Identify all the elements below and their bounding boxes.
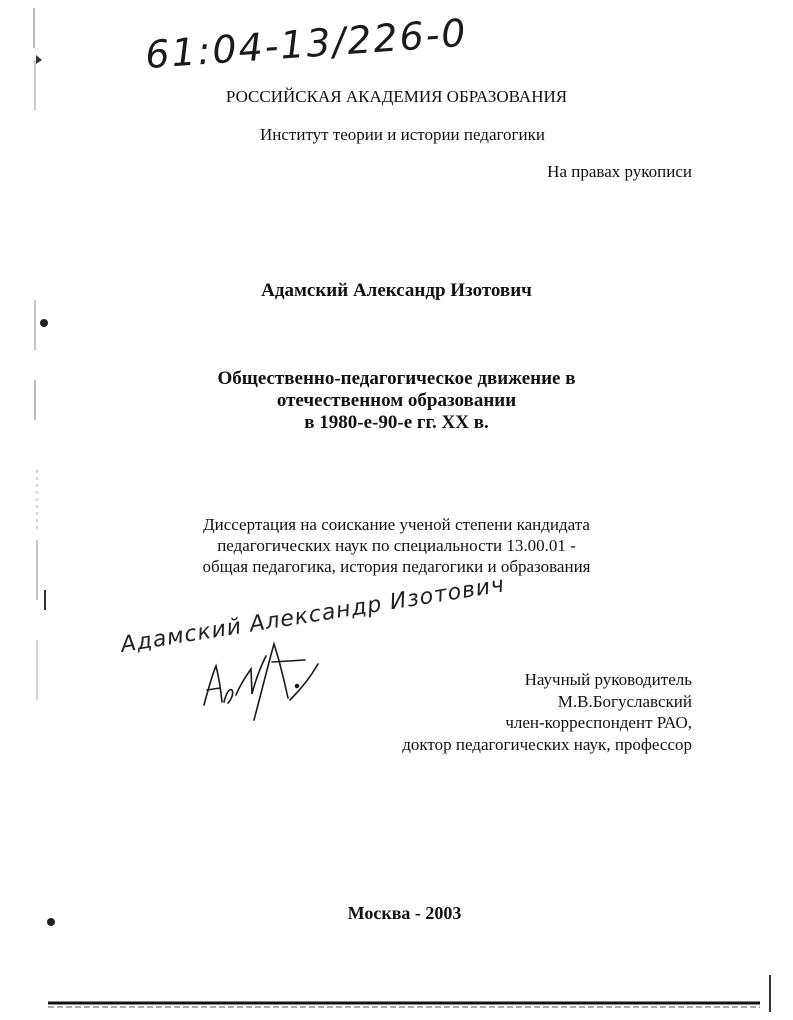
description-line-3: общая педагогика, история педагогики и образования [202,557,591,576]
supervisor-position: член-корреспондент РАО, [505,713,692,732]
supervisor-block [402,669,692,755]
supervisor-role: Научный руководитель [524,670,692,689]
author-name: Адамский Александр Изотович [261,280,532,301]
manuscript-rights: На правах рукописи [547,162,692,181]
archive-code: 61:04-13/226-0 [143,10,469,78]
description-line-1: Диссертация на соискание ученой степени кандидата [203,515,590,534]
handwritten-author-name: Адамский Александр Изотович [119,572,507,658]
supervisor-name: М.В.Богуславский [557,691,692,711]
supervisor-degree: доктор педагогических наук, профессор [402,734,692,754]
city-year: Москва - 2003 [347,903,462,923]
description-line-2: педагогических наук по специальности 13.00.01 - [217,536,576,555]
title-line-1: Общественно-педагогическое движение в [217,368,576,389]
institute-name: Институт теории и истории педагогики [260,125,545,144]
signature-icon [204,644,318,720]
academy-name: РОССИЙСКАЯ АКАДЕМИЯ ОБРАЗОВАНИЯ [225,87,568,106]
title-line-3: в 1980-е-90-е гг. ХХ в. [304,412,489,433]
title-line-2: отечественном образовании [276,390,517,411]
